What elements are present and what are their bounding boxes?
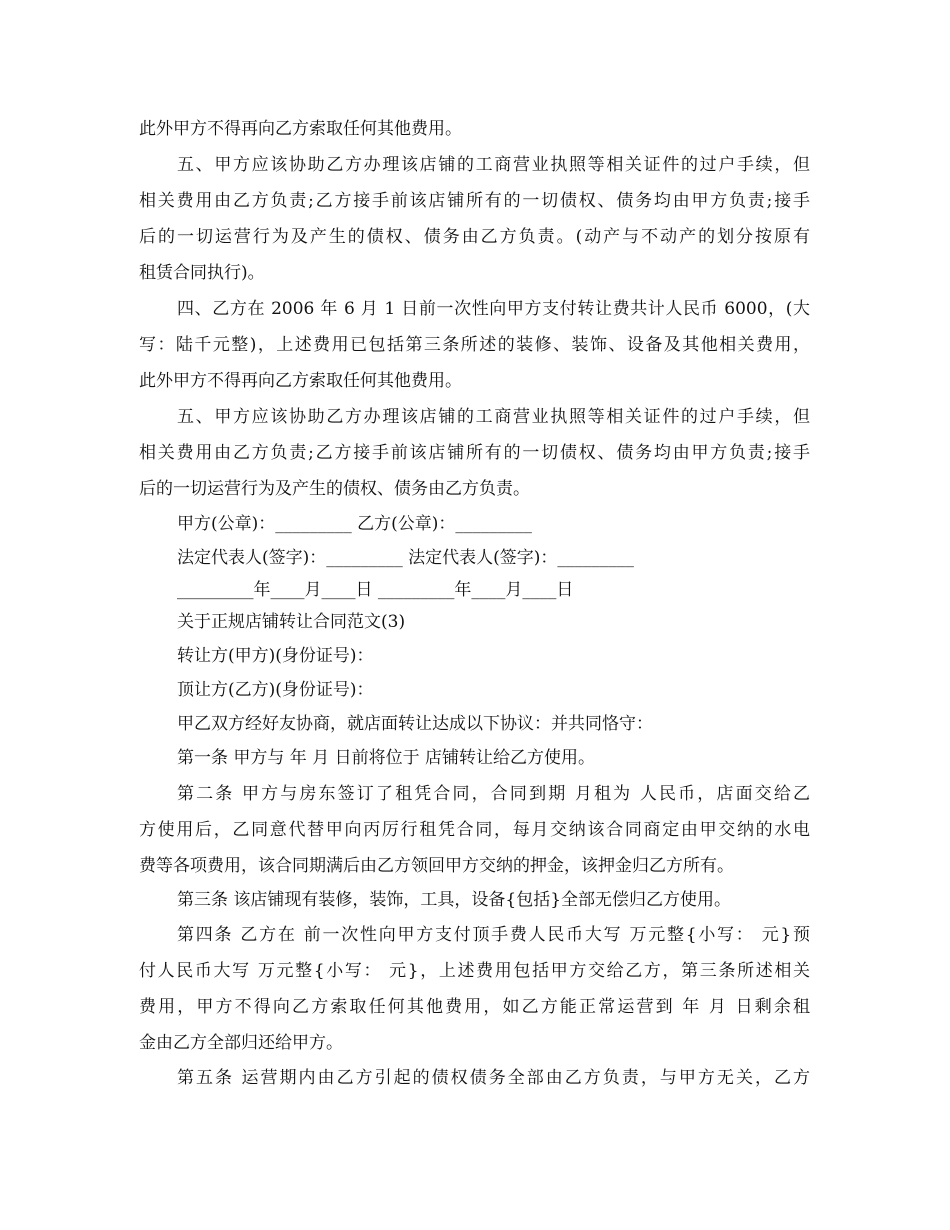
text-line: 费等各项费用，该合同期满后由乙方领回甲方交纳的押金，该押金归乙方所有。 [139, 856, 734, 876]
text-line: 第三条 该店铺现有装修，装饰，工具，设备{包括}全部无偿归乙方使用。 [177, 890, 732, 910]
text-line: 相关费用由乙方负责;乙方接手前该店铺所有的一切债权、债务均由甲方负责;接手 [139, 443, 810, 463]
text-line: 付人民币大写 万元整{小写： 元}，上述费用包括甲方交给乙方，第三条所述相关 [139, 961, 810, 981]
text-line: 甲乙双方经好友协商，就店面转让达成以下协议：并共同恪守： [177, 714, 653, 734]
text-line: 第二条 甲方与房东签订了租凭合同，合同到期 月租为 人民币，店面交给乙 [177, 784, 810, 804]
text-line: 第一条 甲方与 年 月 日前将位于 店铺转让给乙方使用。 [177, 748, 596, 768]
text-line: 此外甲方不得再向乙方索取任何其他费用。 [139, 371, 462, 391]
text-line: 租赁合同执行)。 [139, 263, 265, 283]
text-line: 方使用后，乙同意代替甲向丙厉行租凭合同，每月交纳该合同商定由甲交纳的水电 [139, 820, 810, 840]
text-line: 后的一切运营行为及产生的债权、债务由乙方负责。(动产与不动产的划分按原有 [139, 227, 810, 247]
text-line: 顶让方(乙方)(身份证号)： [177, 680, 374, 700]
text-line: 第五条 运营期内由乙方引起的债权债务全部由乙方负责，与甲方无关，乙方 [177, 1068, 810, 1088]
text-line: 第四条 乙方在 前一次性向甲方支付顶手费人民币大写 万元整{小写： 元}预 [177, 925, 810, 945]
text-line: 五、甲方应该协助乙方办理该店铺的工商营业执照等相关证件的过户手续，但 [177, 155, 810, 175]
signature-line-date: _________年____月____日 _________年____月____日 [177, 580, 574, 600]
text-line: 相关费用由乙方负责;乙方接手前该店铺所有的一切债权、债务均由甲方负责;接手 [139, 191, 810, 211]
section-title: 关于正规店铺转让合同范文(3) [177, 612, 406, 632]
text-line: 费用，甲方不得向乙方索取任何其他费用，如乙方能正常运营到 年 月 日剩余租 [139, 997, 810, 1017]
text-line: 转让方(甲方)(身份证号)： [177, 646, 374, 666]
signature-line-seal: 甲方(公章)：_________ 乙方(公章)：_________ [177, 514, 532, 534]
text-line: 此外甲方不得再向乙方索取任何其他费用。 [139, 119, 462, 139]
text-line: 后的一切运营行为及产生的债权、债务由乙方负责。 [139, 479, 530, 499]
text-line: 金由乙方全部归还给甲方。 [139, 1033, 343, 1053]
signature-line-representative: 法定代表人(签字)：_________ 法定代表人(签字)：_________ [177, 548, 634, 568]
text-line: 五、甲方应该协助乙方办理该店铺的工商营业执照等相关证件的过户手续，但 [177, 407, 810, 427]
text-line: 写：陆千元整)，上述费用已包括第三条所述的装修、装饰、设备及其他相关费用， [139, 335, 810, 355]
text-line: 四、乙方在 2006 年 6 月 1 日前一次性向甲方支付转让费共计人民币 6000，(大 [177, 299, 810, 319]
